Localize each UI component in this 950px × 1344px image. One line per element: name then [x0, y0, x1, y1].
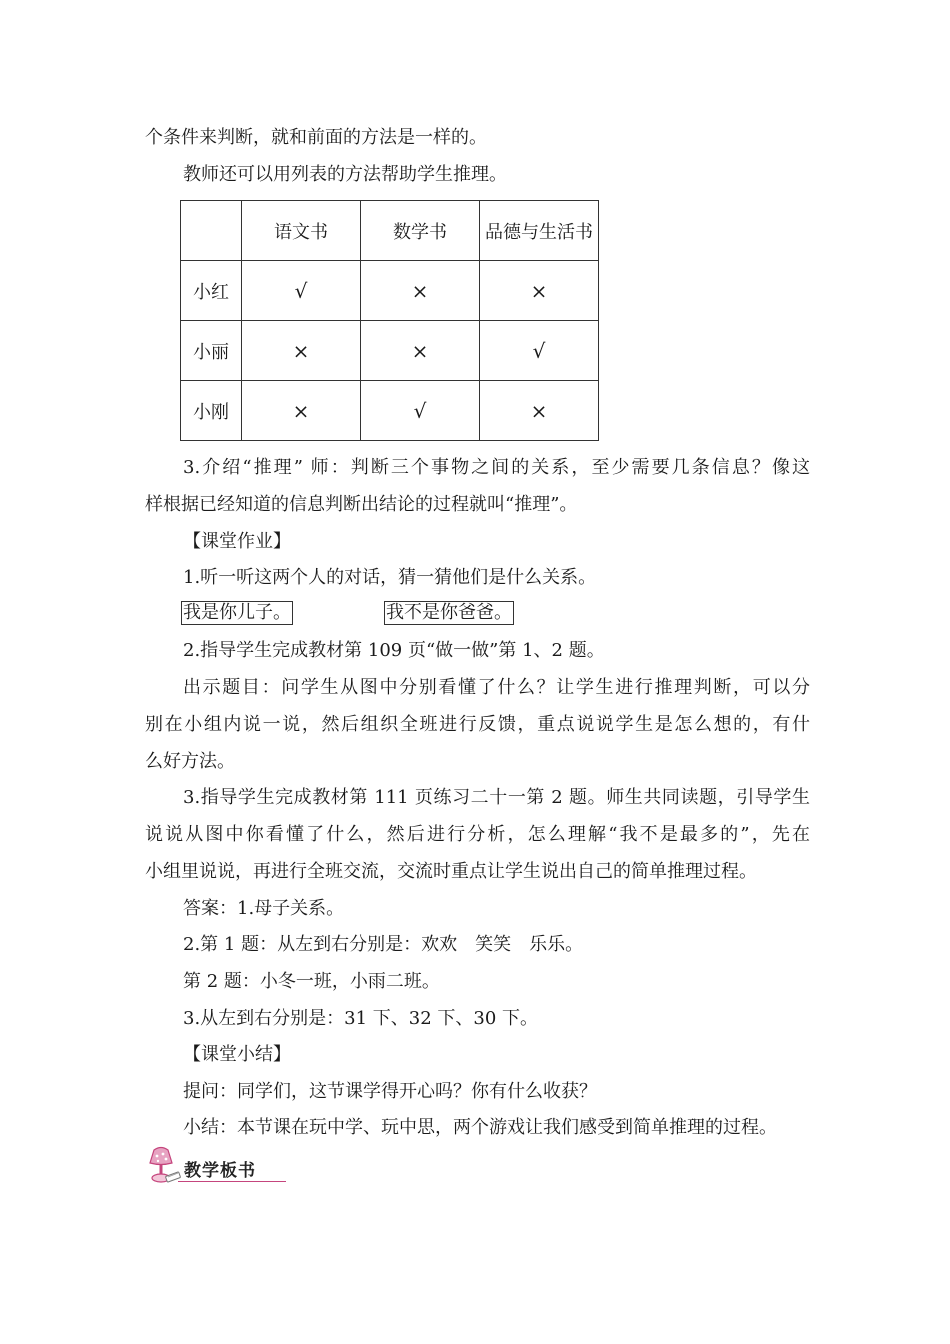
answer-2b: 第 2 题：小冬一班，小雨二班。	[183, 971, 440, 992]
table-cell: √	[242, 261, 361, 321]
paragraph-list-method: 教师还可以用列表的方法帮助学生推理。	[183, 164, 507, 185]
table-cell: ×	[242, 321, 361, 381]
table-cell: ×	[480, 381, 599, 441]
paragraph-condition: 个条件来判断，就和前面的方法是一样的。	[145, 127, 487, 148]
table-header-row	[181, 201, 599, 261]
dialogue-box-not-father: 我不是你爸爸。	[386, 602, 512, 623]
row-name-xiaoli: 小丽	[181, 321, 242, 381]
row-name-xiaogang: 小刚	[181, 381, 242, 441]
banner-underline	[178, 1181, 286, 1182]
section-heading-classwork: 【课堂作业】	[183, 531, 291, 552]
paragraph-classwork-3-1: 3.指导学生完成教材第 111 页练习二十一第 2 题。师生共同读题，引导学生	[183, 787, 810, 808]
paragraph-summary: 小结：本节课在玩中学、玩中思，两个游戏让我们感受到简单推理的过程。	[183, 1117, 777, 1138]
header-chinese-book: 语文书	[242, 201, 361, 261]
paragraph-question: 提问：同学们，这节课学得开心吗？你有什么收获？	[183, 1081, 597, 1102]
paragraph-show-question-2: 别在小组内说一说，然后组织全班进行反馈，重点说说学生是怎么想的，有什	[145, 714, 810, 735]
table-cell: ×	[242, 381, 361, 441]
table-row	[181, 381, 599, 441]
paragraph-classwork-2: 2.指导学生完成教材第 109 页“做一做”第 1、2 题。	[183, 640, 605, 661]
table-cell: ×	[361, 261, 480, 321]
header-morality-book: 品德与生活书	[480, 201, 599, 261]
table-cell: √	[480, 321, 599, 381]
section-heading-summary: 【课堂小结】	[183, 1044, 291, 1065]
paragraph-introduce-reasoning-2: 样根据已经知道的信息判断出结论的过程就叫“推理”。	[145, 494, 578, 515]
paragraph-classwork-1: 1.听一听这两个人的对话，猜一猜他们是什么关系。	[183, 567, 597, 588]
answer-2: 2.第 1 题：从左到右分别是：欢欢 笑笑 乐乐。	[183, 934, 584, 955]
paragraph-show-question-1: 出示题目：问学生从图中分别看懂了什么？让学生进行推理判断，可以分	[183, 677, 810, 698]
table-cell: √	[361, 381, 480, 441]
paragraph-show-question-3: 么好方法。	[145, 751, 235, 772]
table-cell: ×	[480, 261, 599, 321]
answer-3: 3.从左到右分别是：31 下、32 下、30 下。	[183, 1008, 539, 1029]
paragraph-classwork-3-2: 说说从图中你看懂了什么，然后进行分析，怎么理解“我不是最多的”，先在	[145, 824, 810, 845]
row-name-xiaohong: 小红	[181, 261, 242, 321]
answer-1: 答案：1.母子关系。	[183, 898, 345, 919]
paragraph-introduce-reasoning-1: 3.介绍“推理” 师：判断三个事物之间的关系，至少需要几条信息？像这	[183, 457, 810, 478]
table-row	[181, 261, 599, 321]
section-banner-blackboard	[144, 1146, 294, 1188]
paragraph-classwork-3-3: 小组里说说，再进行全班交流，交流时重点让学生说出自己的简单推理过程。	[145, 861, 757, 882]
banner-title: 教学板书	[184, 1161, 256, 1181]
dialogue-box-son: 我是你儿子。	[183, 602, 291, 623]
table-corner-cell	[181, 201, 242, 261]
table-cell: ×	[361, 321, 480, 381]
table-row	[181, 321, 599, 381]
reasoning-table	[180, 200, 599, 441]
header-math-book: 数学书	[361, 201, 480, 261]
